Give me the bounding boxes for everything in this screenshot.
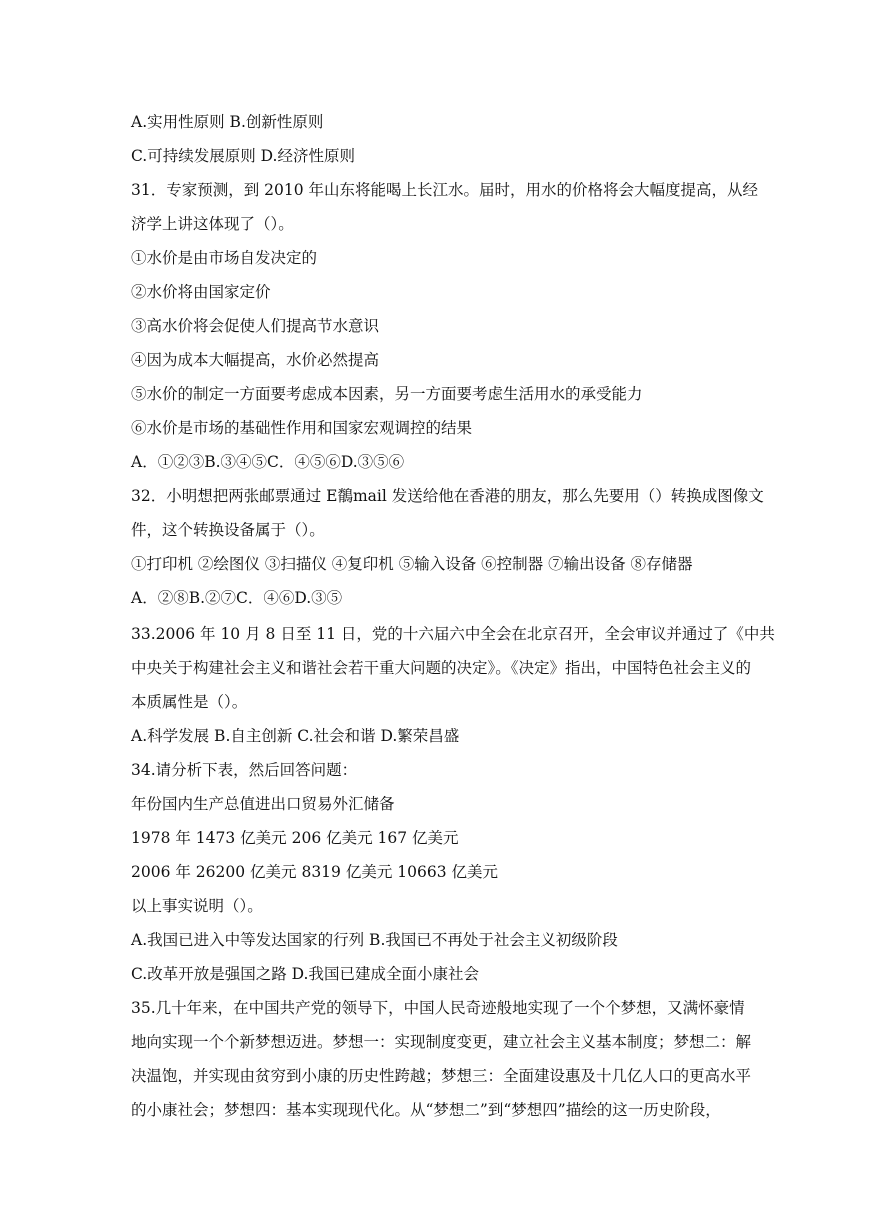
text-line: 33.2006 年 10 月 8 日至 11 日，党的十六届六中全会在北京召开，全会审议并通过了《中共 — [131, 625, 775, 643]
text-line: ①水价是由市场自发决定的 — [131, 249, 318, 267]
text-line: A.实用性原则 B.创新性原则 — [131, 113, 324, 131]
text-line: 35.几十年来，在中国共产党的领导下，中国人民奇迹般地实现了一个个梦想，又满怀豪情 — [131, 999, 745, 1017]
text-line: A.科学发展 B.自主创新 C.社会和谐 D.繁荣昌盛 — [131, 727, 460, 745]
text-line: ④因为成本大幅提高，水价必然提高 — [131, 351, 380, 369]
text-line: 件，这个转换设备属于（）。 — [131, 521, 325, 539]
text-line: 本质属性是（）。 — [131, 693, 248, 711]
text-line: C.可持续发展原则 D.经济性原则 — [131, 147, 355, 165]
text-line: 的小康社会；梦想四：基本实现现代化。从“梦想二”到“梦想四”描绘的这一历史阶段， — [131, 1101, 721, 1119]
text-line: A．②⑧B.②⑦C．④⑥D.③⑤ — [131, 589, 343, 607]
text-line: A．①②③B.③④⑤C．④⑤⑥D.③⑤⑥ — [131, 453, 405, 471]
text-line: A.我国已进入中等发达国家的行列 B.我国已不再处于社会主义初级阶段 — [131, 931, 618, 949]
text-line: 以上事实说明（）。 — [131, 897, 263, 915]
text-line: ⑤水价的制定一方面要考虑成本因素，另一方面要考虑生活用水的承受能力 — [131, 385, 643, 403]
text-line: C.改革开放是强国之路 D.我国已建成全面小康社会 — [131, 965, 479, 983]
text-line: 32．小明想把两张邮票通过 E鶺mail 发送给他在香港的朋友，那么先要用（）转换成图像文 — [131, 487, 764, 505]
text-line: ③高水价将会促使人们提高节水意识 — [131, 317, 380, 335]
text-line: 决温饱，并实现由贫穷到小康的历史性跨越；梦想三：全面建设惠及十几亿人口的更高水平 — [131, 1067, 752, 1085]
text-line: 31．专家预测，到 2010 年山东将能喝上长江水。届时，用水的价格将会大幅度提高，从经 — [131, 181, 759, 199]
text-line: ②水价将由国家定价 — [131, 283, 271, 301]
text-line: ⑥水价是市场的基础性作用和国家宏观调控的结果 — [131, 419, 473, 437]
text-line: 1978 年 1473 亿美元 206 亿美元 167 亿美元 — [131, 829, 459, 847]
text-line: 2006 年 26200 亿美元 8319 亿美元 10663 亿美元 — [131, 863, 498, 881]
text-line: 中央关于构建社会主义和谐社会若干重大问题的决定》。《决定》指出，中国特色社会主义的 — [131, 659, 752, 677]
text-line: 济学上讲这体现了（）。 — [131, 215, 294, 233]
text-line: ①打印机 ②绘图仪 ③扫描仪 ④复印机 ⑤输入设备 ⑥控制器 ⑦输出设备 ⑧存储器 — [131, 555, 693, 573]
text-line: 34.请分析下表，然后回答问题： — [131, 761, 358, 779]
text-line: 年份国内生产总值进出口贸易外汇储备 — [131, 795, 395, 813]
text-line: 地向实现一个个新梦想迈进。梦想一：实现制度变更，建立社会主义基本制度；梦想二：解 — [131, 1033, 752, 1051]
